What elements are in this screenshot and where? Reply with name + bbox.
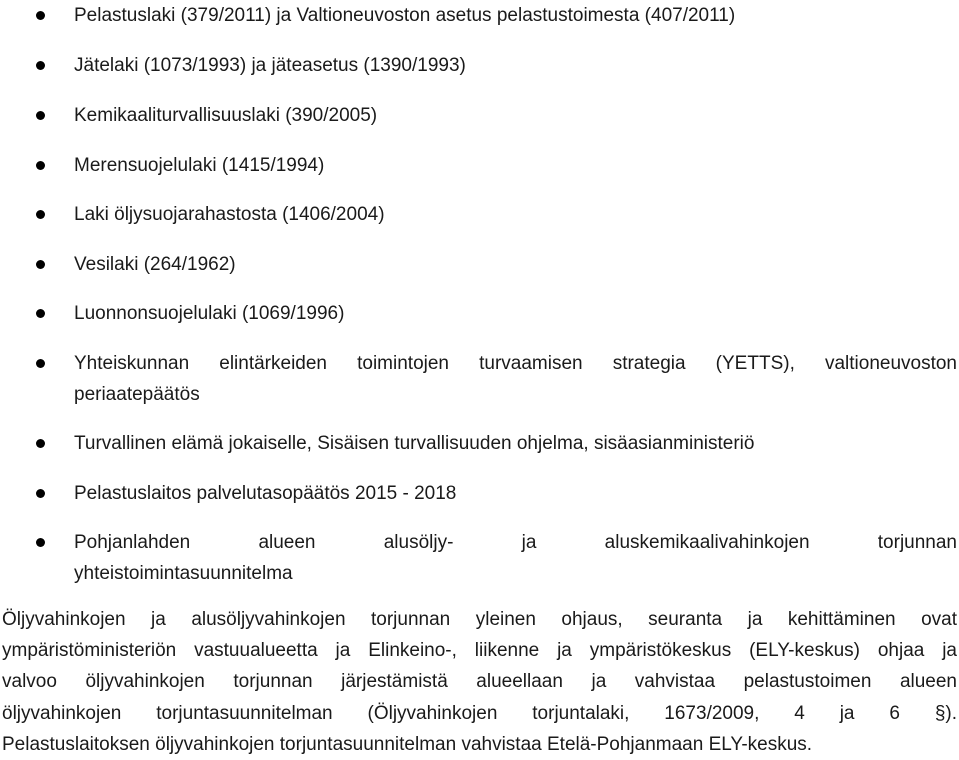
bullet-icon bbox=[36, 111, 45, 120]
list-item-line: yhteistoimintasuunnitelma bbox=[74, 563, 293, 584]
paragraph-line: Öljyvahinkojen ja alusöljyvahinkojen torjunnan yleinen ohjaus, seuranta ja kehittäminen ovat bbox=[2, 609, 957, 630]
bullet-icon bbox=[36, 260, 45, 269]
list-item-text: Luonnonsuojelulaki (1069/1996) bbox=[74, 303, 345, 324]
bullet-icon bbox=[36, 309, 45, 318]
list-item-text: Kemikaaliturvallisuuslaki (390/2005) bbox=[74, 105, 378, 126]
list-item-text: Vesilaki (264/1962) bbox=[74, 254, 236, 275]
bullet-icon bbox=[36, 538, 45, 547]
list-item-text: Turvallinen elämä jokaiselle, Sisäisen turvallisuuden ohjelma, sisäasianministeriö bbox=[74, 433, 755, 454]
paragraph-line: Pelastuslaitoksen öljyvahinkojen torjuntasuunnitelman vahvistaa Etelä-Pohjanmaan ELY-keskus. bbox=[2, 733, 813, 755]
body-paragraph bbox=[2, 604, 957, 760]
paragraph-line: valvoo öljyvahinkojen torjunnan järjestämistä alueellaan ja vahvistaa pelastustoimen alueen bbox=[2, 671, 957, 693]
list-item-line: Yhteiskunnan elintärkeiden toimintojen turvaamisen strategia (YETTS), valtioneuvoston bbox=[74, 353, 957, 374]
bullet-icon bbox=[36, 359, 45, 368]
list-item-text: Jätelaki (1073/1993) ja jäteasetus (1390/1993) bbox=[74, 55, 466, 76]
bullet-icon bbox=[36, 439, 45, 448]
bullet-icon bbox=[36, 489, 45, 498]
bullet-icon bbox=[36, 11, 45, 20]
list-item-line: Pohjanlahden alueen alusöljy- ja aluskemikaalivahinkojen torjunnan bbox=[74, 532, 957, 553]
list-item-text: Laki öljysuojarahastosta (1406/2004) bbox=[74, 204, 385, 225]
paragraph-line: öljyvahinkojen torjuntasuunnitelman (Öljyvahinkojen torjuntalaki, 1673/2009, 4 ja 6 §). bbox=[2, 702, 957, 724]
list-item-line: periaatepäätös bbox=[74, 384, 200, 405]
bullet-icon bbox=[36, 61, 45, 70]
paragraph-line: ympäristöministeriön vastuualueetta ja Elinkeino-, liikenne ja ympäristökeskus (ELY-keskus) ohjaa ja bbox=[2, 640, 957, 662]
list-item-text: Pelastuslaitos palvelutasopäätös 2015 - 2018 bbox=[74, 483, 457, 504]
bullet-icon bbox=[36, 210, 45, 219]
list-item-text bbox=[74, 348, 957, 410]
list-item-text bbox=[74, 527, 957, 589]
list-item-text: Merensuojelulaki (1415/1994) bbox=[74, 155, 325, 176]
list-item-text: Pelastuslaki (379/2011) ja Valtioneuvoston asetus pelastustoimesta (407/2011) bbox=[74, 5, 736, 26]
bullet-icon bbox=[36, 161, 45, 170]
